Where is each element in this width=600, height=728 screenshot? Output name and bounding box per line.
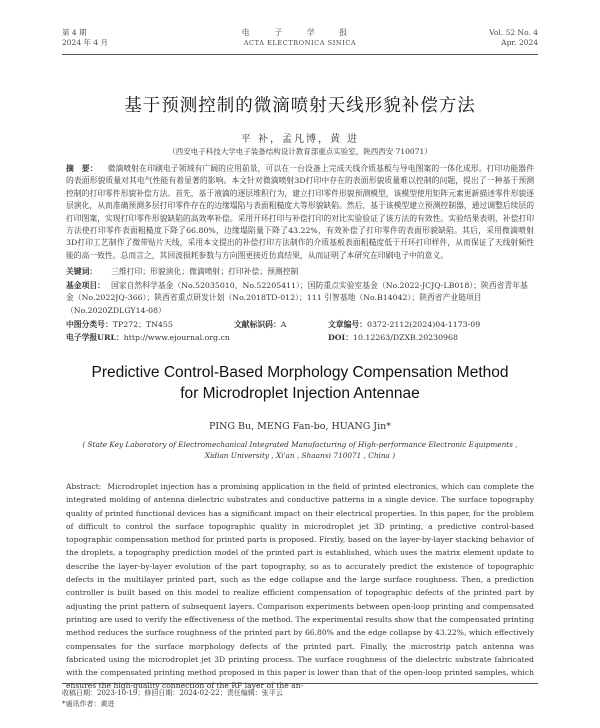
header-center [62, 28, 538, 48]
abstract-en-label: Abstract: [66, 482, 102, 491]
fund-cn-label: 基金项目： [66, 281, 105, 290]
abstract-cn-text: 微滴喷射在印刷电子领域有广阔的应用前景，可以在一台设备上完成天线介质基板与导电图案的一体化成形。打印功能器件的表面形貌质量对其电气性能有着显著的影响。本文针对微滴喷射3D打印中存在的表面形貌质量难以控制的问题，提出了一种基于预测控制的打印零件形貌补偿方法。首先，基于液滴的逐层堆积行为，建立打印零件形貌预测模型，该模型使用矩阵元素更新描述零件形貌逐层演化，从而准确预测多层打印零件存在的边缘塌陷与表面粗糙度大等形貌缺陷。然后，基于该模型建立预测控制器，通过调整后续层的打印图案，实现打印零件形貌缺陷的高效率补偿。采用开环打印与补偿打印的对比实验验证了该方法的有效性。实验结果表明，补偿打印方法使打印零件表面粗糙度下降了66.80%，边缘塌陷量下降了43.22%，有效补偿了打印零件的表面形貌缺陷。其后，采用微滴喷射3D打印工艺制作了微带贴片天线，采用本文提出的补偿打印方法制作的介质基板表面粗糙度低于开环打印样件，从而保证了天线射频性能的高一致性。总而言之，其回波损耗参数与方向图更接近仿真结果，从而证明了本研究在印刷电子中的意义。 [66, 164, 534, 260]
affiliation-en [0, 440, 600, 461]
doi-value: 10.12263/DZXB.20230968 [353, 333, 458, 342]
keywords-cn [66, 266, 534, 277]
keywords-cn-label: 关键词： [66, 267, 98, 276]
affiliation-cn: （西安电子科技大学电子装备结构设计教育部重点实验室，陕西西安 710071） [168, 147, 432, 156]
clc-label: 中图分类号： [66, 320, 113, 329]
fund-cn [66, 280, 534, 317]
running-header [62, 28, 538, 54]
clc-value: TP272；TN455 [112, 320, 173, 329]
volume-number: Vol. 52 No. 4 [489, 28, 538, 37]
abstract-cn [66, 163, 534, 262]
doc-code-value: A [280, 320, 287, 329]
title-en-line-1: Predictive Control-Based Morphology Compensation Method [91, 364, 509, 381]
title-cn: 基于预测控制的微滴喷射天线形貌补偿方法 [124, 96, 476, 116]
keywords-cn-text: 三维打印；形貌演化；微滴喷射；打印补偿；预测控制 [111, 267, 299, 276]
authors-cn: 平 补，孟凡博，黄 进 [240, 134, 360, 145]
url-field [66, 332, 230, 343]
footnote [62, 683, 538, 709]
abstract-en [66, 480, 534, 693]
header-right [489, 28, 538, 48]
date-en: Apr. 2024 [501, 38, 538, 47]
header-rule [62, 54, 538, 55]
doc-code-label: 文献标识码： [234, 320, 281, 329]
issue-cn: 第 4 期 [62, 28, 87, 37]
doc-code-field [234, 319, 286, 330]
received-dates: 收稿日期：2023-10-19；修回日期：2024-02-22；责任编辑：张平云 [62, 689, 283, 697]
corresponding-author: *通讯作者：黄进 [62, 699, 115, 708]
journal-name-cn: 电 子 学 报 [241, 28, 359, 37]
authors-en: PING Bu, MENG Fan-bo, HUANG Jin* [208, 421, 392, 432]
url-label: 电子学报URL： [66, 333, 124, 342]
article-number-value: 0372-2112(2024)04-1173-09 [366, 320, 481, 329]
url-value[interactable]: http://www.ejournal.org.cn [123, 333, 230, 342]
abstract-en-text: Microdroplet injection has a promising application in the field of printed electronics, which can complete the integrated molding of antenna dielectric substrates and conductive patterns in a single device. The surface topography quality of printed functional devices has a significant impact on their electrical properties. In this paper, for the problem of difficult to control the surface topographic quality in microdroplet jet 3D printing, a predictive control-based topographic compensation method for printed parts is proposed. Firstly, based on the layer-by-layer stacking behavior of the droplets, a topography prediction model of the printed part is established, which uses the matrix element update to describe the layer-by-layer evolution of the part topography, so as to accurately predict the existence of topographic defects in the multilayer printed part, such as the edge collapse and the large surface roughness. Then, a prediction controller is built based on this model to realize efficient compensation of topographic defects of the printed part by adjusting the print pattern of subsequent layers. Comparison experiments between open-loop printing and compensated printing are used to verify the effectiveness of the method. The experimental results show that the compensated printing method reduces the surface roughness of the printed part by 66.80% and the edge collapse by 43.22%, which effectively compensates for the surface morphology defects of the printed part. Finally, the microstrip patch antenna was fabricated using the microdroplet jet 3D printing process. The surface roughness of the dielectric substrate fabricated with the compensated printing method proposed in this paper is lower than that of the open-loop printed samples, which ensures the high-quality connection of the RF layer of the an- [66, 482, 534, 691]
title-en-line-2: for Microdroplet Injection Antennae [180, 385, 420, 402]
article-number-field [328, 319, 480, 330]
affiliation-en-line-1: ( State Key Laboratory of Electromechanical Integrated Manufacturing of High-performance Electronic Equipments , [82, 440, 518, 449]
doi-label: DOI： [328, 333, 353, 342]
clc-field [66, 319, 173, 330]
article-number-label: 文章编号： [328, 320, 367, 329]
journal-name-en: ACTA ELECTRONICA SINICA [243, 39, 357, 47]
affiliation-en-line-2: Xidian University , Xi'an , Shaanxi 710071 , China ) [204, 450, 396, 460]
doi-field [328, 332, 458, 343]
abstract-cn-label: 摘 要： [66, 164, 98, 173]
date-cn: 2024 年 4 月 [62, 38, 109, 47]
title-en [0, 362, 600, 404]
fund-cn-text: 国家自然科学基金（No.52035010，No.52205411）；国防重点实验室基金（No.2022-JCJQ-LB018）；陕西省青年基金（No.2022JQ-366）；陕西省重点研发计划（No.2018TD-012）；111 引智基地（No.B14042）；陕西省产业链项目（No.2020ZDLGY14-08） [66, 281, 528, 315]
